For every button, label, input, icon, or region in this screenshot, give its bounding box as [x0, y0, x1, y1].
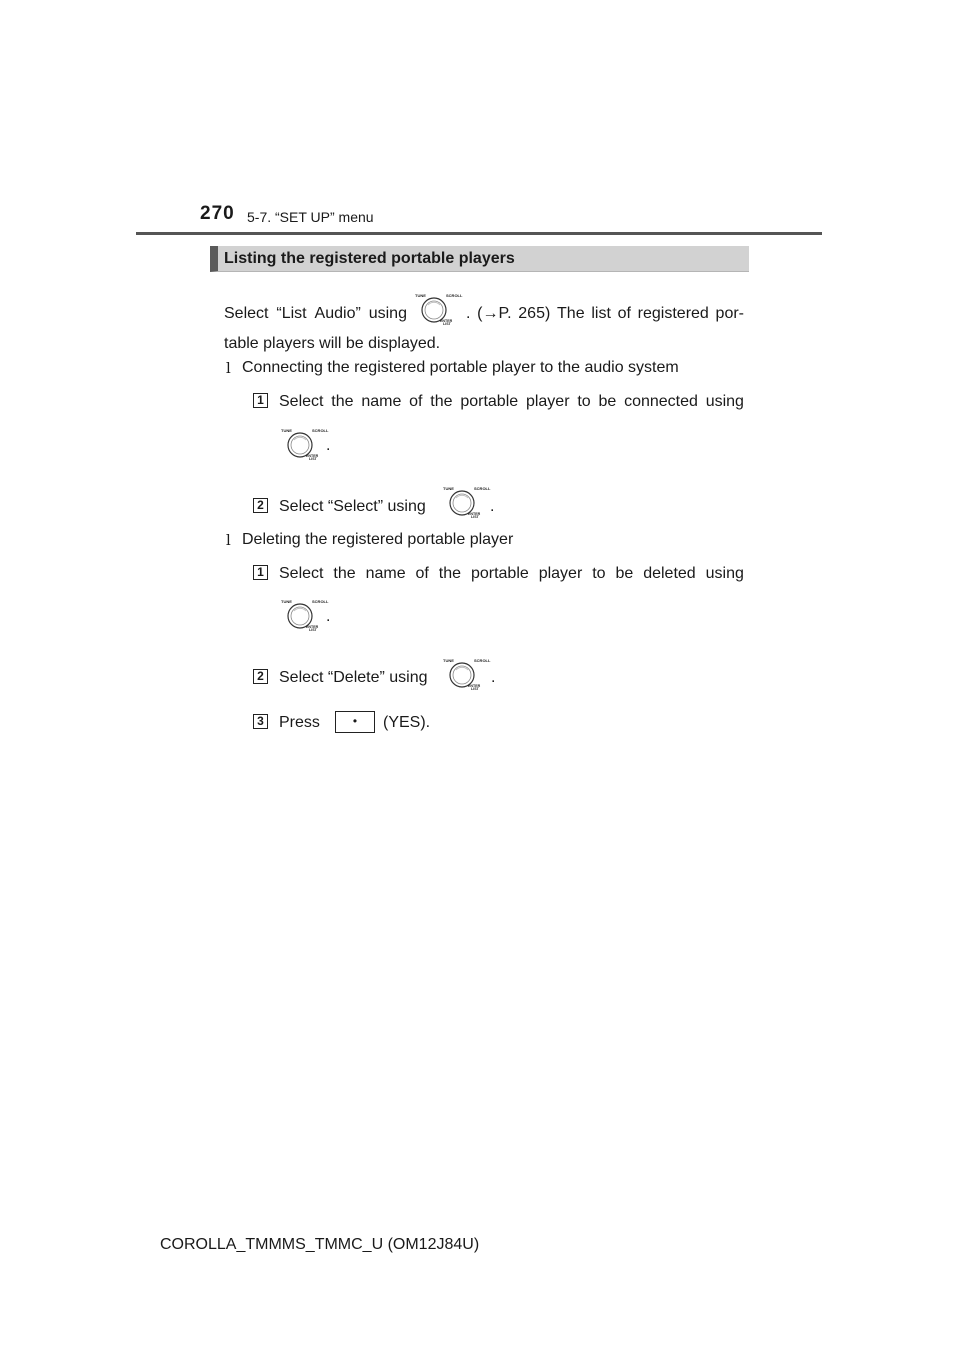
intro-line-2: table players will be displayed.	[224, 335, 441, 352]
header-rule	[136, 232, 822, 235]
delete-step-3-yes: (YES).	[383, 714, 431, 731]
delete-step-1-end: .	[326, 608, 331, 625]
tune-scroll-knob-icon	[278, 597, 330, 631]
svg-text:SCROLL: SCROLL	[446, 293, 463, 298]
intro-line-1-right: . (→P. 265) The list of registered por-	[466, 305, 744, 322]
svg-text:ENTER: ENTER	[468, 512, 481, 516]
svg-text:ENTER: ENTER	[440, 319, 453, 323]
tune-scroll-knob-icon	[440, 484, 495, 518]
delete-step-2-text: Select “Delete” using	[279, 669, 428, 686]
step-number-badge: 2	[253, 669, 268, 684]
svg-text:ENTER: ENTER	[306, 454, 319, 458]
section-heading: Listing the registered portable players	[224, 250, 515, 267]
delete-step-3-press: Press	[279, 714, 320, 731]
svg-text:SCROLL: SCROLL	[474, 658, 491, 663]
step-number-badge: 1	[253, 393, 268, 408]
svg-text:LIST: LIST	[471, 515, 479, 518]
svg-text:SCROLL: SCROLL	[312, 428, 329, 433]
bullet-marker: l	[226, 359, 231, 377]
svg-text:SCROLL: SCROLL	[312, 599, 329, 604]
svg-text:ENTER: ENTER	[468, 684, 481, 688]
step-number-badge: 1	[253, 565, 268, 580]
tune-scroll-knob-icon	[278, 426, 330, 460]
svg-text:LIST: LIST	[309, 628, 317, 631]
step-number-badge: 2	[253, 498, 268, 513]
section-title: 5-7. “SET UP” menu	[247, 209, 374, 225]
bullet-deleting: Deleting the registered portable player	[242, 531, 514, 548]
bullet-connecting: Connecting the registered portable player to the audio system	[242, 359, 679, 376]
svg-text:TUNE: TUNE	[443, 486, 454, 491]
delete-step-2-end: .	[491, 669, 496, 686]
intro-line-1-left: Select “List Audio” using	[224, 305, 407, 322]
connect-step-1-end: .	[326, 437, 331, 454]
document-footer: COROLLA_TMMMS_TMMC_U (OM12J84U)	[160, 1236, 480, 1253]
tune-scroll-knob-icon	[412, 291, 464, 325]
svg-text:LIST: LIST	[443, 322, 451, 325]
connect-step-2-end: .	[490, 498, 495, 515]
svg-text:TUNE: TUNE	[281, 428, 292, 433]
svg-text:TUNE: TUNE	[443, 658, 454, 663]
svg-text:SCROLL: SCROLL	[474, 486, 491, 491]
connect-step-2-text: Select “Select” using	[279, 498, 426, 515]
svg-text:TUNE: TUNE	[415, 293, 426, 298]
svg-text:ENTER: ENTER	[306, 625, 319, 629]
svg-text:LIST: LIST	[471, 687, 479, 690]
tune-scroll-knob-icon	[440, 656, 492, 690]
svg-text:TUNE: TUNE	[281, 599, 292, 604]
preset-button-icon: •	[335, 711, 375, 733]
page-number: 270	[200, 203, 235, 224]
bullet-marker: l	[226, 531, 231, 549]
svg-text:LIST: LIST	[309, 457, 317, 460]
delete-step-1-text: Select the name of the portable player to be deleted using	[279, 565, 744, 582]
step-number-badge: 3	[253, 714, 268, 729]
connect-step-1-text: Select the name of the portable player to be connected using	[279, 393, 744, 410]
